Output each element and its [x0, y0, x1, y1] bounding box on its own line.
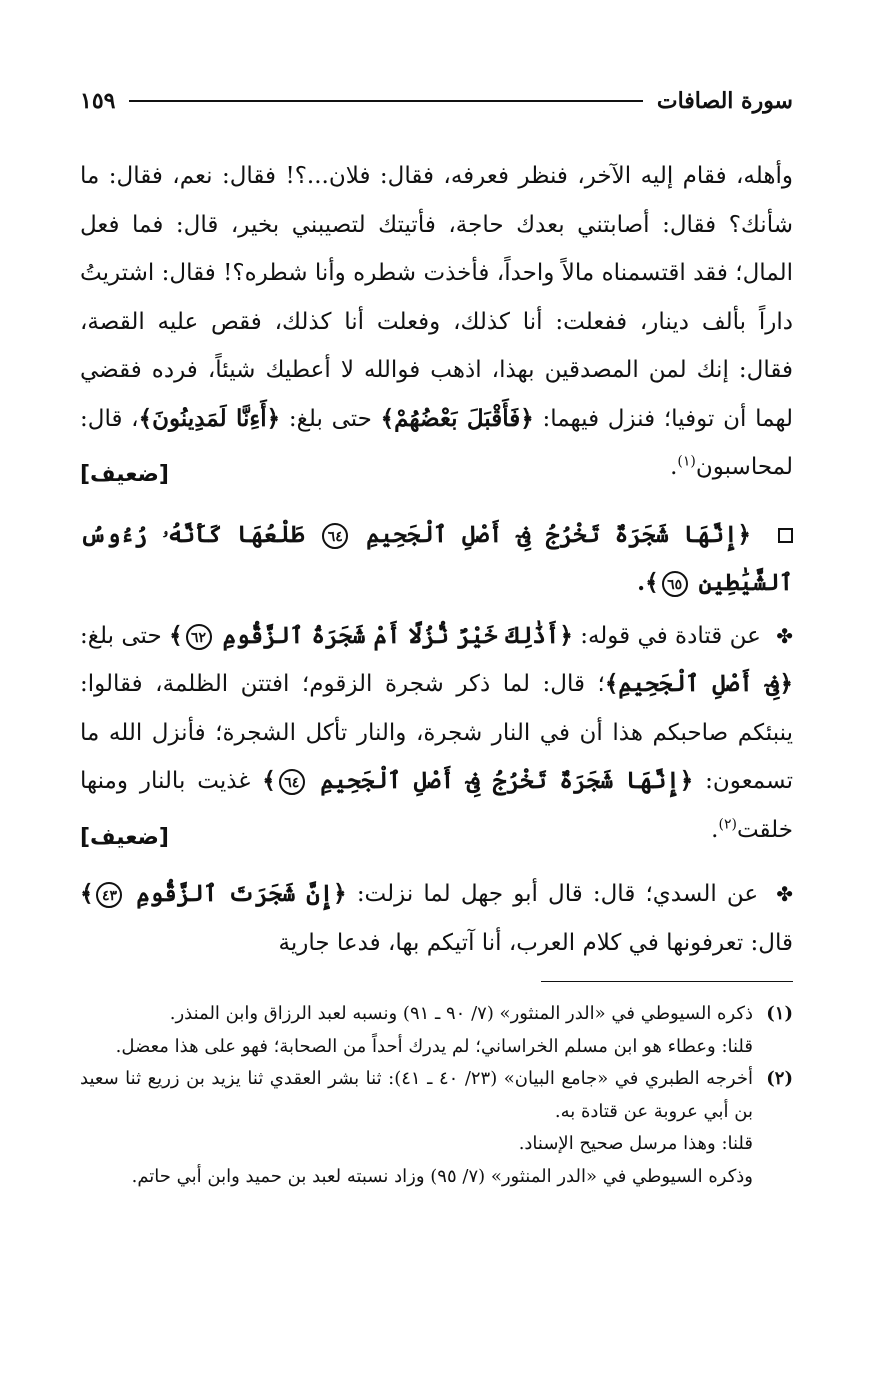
footnote-ref-2[interactable]: (٢)	[718, 815, 737, 832]
footnote-line: وذكره السيوطي في «الدر المنثور» (٧/ ٩٥) وزاد نسبته لعبد بن حميد وابن أبي حاتم.	[131, 1165, 753, 1187]
header-rule	[129, 100, 642, 102]
ayah-number-icon: ٦٤	[322, 523, 348, 549]
main-text	[80, 152, 793, 967]
quran-quote: ﴿إِنَّهَا شَجَرَةٌ تَخْرُجُ فِىٓ أَصْلِ ٱلْجَحِيمِ ٦٤﴾	[262, 767, 694, 794]
page-number: ١٥٩	[80, 88, 116, 114]
ayah-number-icon: ٤٣	[96, 882, 122, 908]
hadith-qatada: ✤ عن قتادة في قوله: ﴿أَذَٰلِكَ خَيْرٌ نُّزُلًا أَمْ شَجَرَةُ ٱلزَّقُّومِ ٦٢﴾ حتى بلغ: ﴿فِىٓ أَصْلِ ٱلْجَحِيمِ﴾؛ قال: لما ذكر شجرة الزقوم؛ افتتن الظلمة، فقالوا: ينبئكم صاحبكم هذا أن في النار شجرة، والنار تأكل الشجرة؛ فأنزل الله ما تسمعون: ﴿إِنَّهَا شَجَرَةٌ تَخْرُجُ فِىٓ أَصْلِ ٱلْجَحِيمِ ٦٤﴾ غذيت بالنار ومنها خلقت$^{(٢)}$. [ضعيف]	[80, 612, 793, 855]
footnote-2	[80, 1063, 793, 1193]
footnote-ref-1[interactable]: (١)	[677, 453, 696, 470]
quran-quote: ﴿فِىٓ أَصْلِ ٱلْجَحِيمِ﴾	[604, 670, 794, 697]
quran-quote: ﴿أَذَٰلِكَ خَيْرٌ نُّزُلًا أَمْ شَجَرَةُ ٱلزَّقُّومِ ٦٢﴾	[169, 621, 573, 649]
ayah-number-icon: ٦٤	[279, 769, 305, 795]
four-point-star-icon: ✤	[776, 882, 794, 906]
footnote-line: ذكره السيوطي في «الدر المنثور» (٧/ ٩٠ ـ ٩١) ونسبه لعبد الرزاق وابن المنذر.	[169, 1003, 753, 1024]
quran-quote: ﴿أَءِنَّا لَمَدِينُونَ﴾	[138, 404, 281, 432]
grade-label: [ضعيف]	[80, 462, 169, 487]
verse-heading: ﴿إِنَّهَا شَجَرَةٌ تَخْرُجُ فِىٓ أَصْلِ ٱلْجَحِيمِ ٦٤ طَلْعُهَا كَأَنَّهُۥ رُءُوسُ ٱلشَّيَٰطِينِ ٦٥﴾.	[80, 520, 793, 596]
four-point-star-icon: ✤	[776, 623, 793, 648]
hadith-suddi: ✤ عن السدي؛ قال: قال أبو جهل لما نزلت: ﴿إِنَّ شَجَرَتَ ٱلزَّقُّومِ ٤٣﴾ قال: تعرفونها في كلام العرب، أنا آتيكم بها، فدعا جارية	[80, 880, 794, 956]
footnote-line: قلنا: وهذا مرسل صحيح الإسناد.	[518, 1133, 753, 1154]
surah-title: سورة الصافات	[656, 88, 793, 114]
square-box-icon	[778, 528, 793, 543]
running-header	[80, 84, 793, 118]
quran-quote: ﴿إِنَّ شَجَرَتَ ٱلزَّقُّومِ ٤٣﴾	[80, 880, 347, 907]
ayah-number-icon: ٦٢	[186, 624, 212, 650]
paragraph-continuation: وأهله، فقام إليه الآخر، فنظر فعرفه، فقال: فلان...؟! فقال: نعم، فقال: ما شأنك؟ فقال: أصابتني بعدك حاجة، فأتيتك لتصيبني بخير، قال: فما فعل المال؛ فقد اقتسمناه مالاً واحداً، فأخذت شطره وأنا شطره؟! فقال: اشتريتُ داراً بألف دينار، ففعلت: أنا كذلك، وفعلت أنا كذلك، فقص عليه القصة، فقال: إنك لمن المصدقين بهذا، اذهب فوالله لا أعطيك شيئاً، فرده فقضي لهما أن توفيا؛ فنزل فيهما: ﴿فَأَقْبَلَ بَعْضُهُمْ﴾ حتى بلغ: ﴿أَءِنَّا لَمَدِينُونَ﴾، قال: لمحاسبون$^{(١)}$. [ضعيف]	[80, 152, 793, 492]
footnote-divider	[541, 981, 793, 982]
footnote-1	[80, 998, 793, 1063]
ayah-number-icon: ٦٥	[662, 571, 688, 597]
footnote-number: (٢)	[766, 1068, 793, 1089]
footnote-line: قلنا: وعطاء هو ابن مسلم الخراساني؛ لم يدرك أحداً من الصحابة؛ فهو على هذا معضل.	[115, 1035, 753, 1057]
footnote-line: أخرجه الطبري في «جامع البيان» (٢٣/ ٤٠ ـ ٤١): ثنا بشر العقدي ثنا يزيد بن زريع ثنا سعيد بن أبي عروبة عن قتادة به.	[80, 1068, 753, 1122]
footnotes	[80, 998, 793, 1193]
quran-quote: ﴿فَأَقْبَلَ بَعْضُهُمْ﴾	[380, 404, 534, 432]
grade-label: [ضعيف]	[80, 824, 169, 850]
footnote-number: (١)	[766, 1003, 793, 1024]
